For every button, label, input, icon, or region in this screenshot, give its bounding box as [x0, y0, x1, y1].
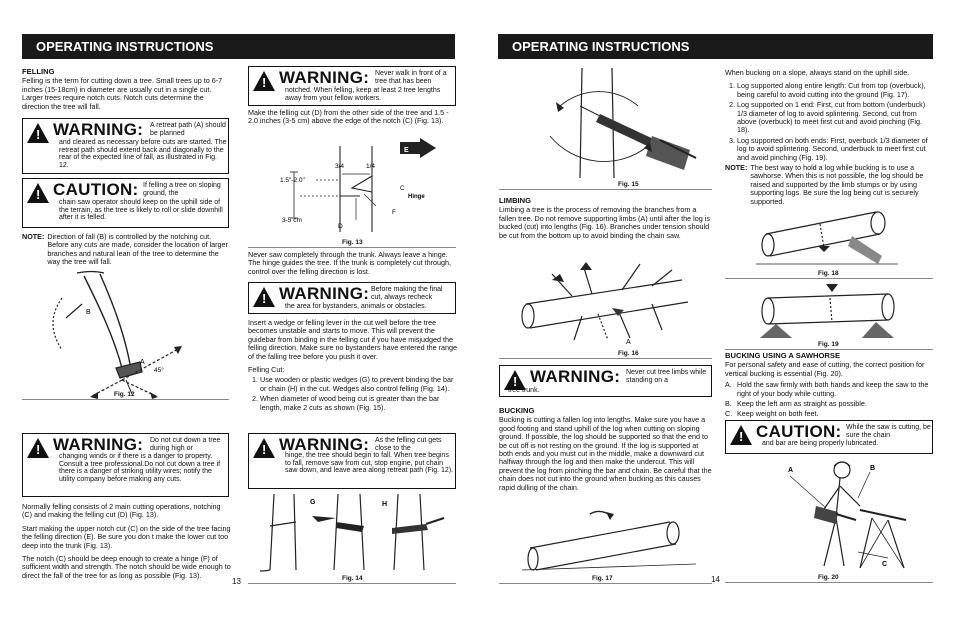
warning-box-notched [248, 66, 456, 106]
fig14-h: H [382, 501, 388, 508]
fig19-illustration [756, 284, 906, 340]
fig18-caption: Fig. 18 [818, 270, 839, 277]
note-label: NOTE: [725, 163, 748, 173]
felling-cut-text: Make the felling cut (D) from the other side of the tree and 1.5 - 2.0 inches (3-5 cm) above the edge of the notch (C) (Fig. 13). [248, 108, 449, 126]
limbing-title: LIMBING [499, 196, 532, 205]
sawhorse-item-text: Keep weight on both feet. [737, 409, 819, 419]
warning-rest: hinge, the tree should begin to fall. When tree begins to fall, remove saw from cut, stop engine, put chain saw down, and leave area along retreat path (Fig. 12). [285, 452, 454, 475]
felling-text: Felling is the term for cutting down a tree. Small trees up to 6-7 inches (15-18cm) in diameter are usually cut in a single cut. Larger trees require notch cuts. Notch cuts determine the direction the tree will fall. [22, 76, 223, 111]
caution-lead: While the saw is cutting, be sure the chain [846, 424, 931, 439]
warning-box-hinge [248, 433, 456, 489]
warning-rest: the area for bystanders, animals or obstacles. [285, 303, 427, 310]
bucking-text: Bucking is cutting a fallen log into lengths. Make sure you have a good footing and stand uphill of the log when cutting on sloping ground. If possible, the log should be supported so that the end to be cut off is not resting on the ground. If the log is supported at both ends and you must cut in the middle, make a downward cut halfway through the log and then make the undercut. This will prevent the log from pinching the bar and chain. Be careful that the chain does not cut into the ground when bucking as this causes rapid dulling of the chain. [499, 415, 712, 492]
sawhorse-title: BUCKING USING A SAWHORSE [725, 351, 841, 360]
warning-lead: A retreat path (A) should be planned [150, 122, 226, 137]
limbing-section [499, 197, 712, 245]
warning-word: WARNING: [279, 284, 370, 303]
fig15-divider [499, 189, 712, 190]
felling-paragraphs [22, 503, 232, 585]
page-number-left: 13 [232, 577, 241, 586]
note-direction [22, 233, 229, 267]
warning-word: WARNING: [279, 68, 370, 87]
sawhorse-item-key: C. [725, 409, 733, 419]
left-page-header: OPERATING INSTRUCTIONS [22, 34, 455, 59]
bucking-section [499, 407, 712, 497]
felling-title: FELLING [22, 67, 55, 76]
warning-box-limbs [499, 365, 712, 397]
felling-para-3: The notch (C) should be deep enough to create a hinge (F) of sufficient width and strength. The notch should be wide enough to direct the fall of the tree for as long as possible (Fig. 13). [22, 554, 231, 580]
hinge-text: Never saw completely through the trunk. Always leave a hinge. The hinge guides the tree. If the trunk is completely cut through, control over the felling direction is lost. [248, 250, 451, 276]
hinge-para [248, 251, 456, 281]
sawhorse-item [725, 400, 935, 408]
fig20-illustration [760, 458, 910, 572]
fig13-c: C [400, 185, 405, 192]
fig13-hinge: Hinge [408, 194, 425, 200]
warning-triangle-icon [253, 71, 275, 91]
felling-para-1: Normally felling consists of 2 main cutting operations, notching (C) and making the felling cut (D) (Fig. 13). [22, 502, 221, 520]
fig12-caption: Fig. 12 [114, 391, 135, 398]
wedge-section [248, 319, 458, 414]
fig12-illustration [22, 268, 230, 400]
caution-box-slope [22, 178, 229, 228]
fig16-caption: Fig. 16 [618, 350, 639, 357]
warning-lead: Never walk in front of a tree that has been [375, 70, 447, 85]
warning-lead: Do not cut down a tree during high or [150, 437, 221, 452]
fig17-caption: Fig. 17 [592, 575, 613, 582]
caution-rest: and bar are being properly lubricated. [762, 440, 879, 447]
fig13-caption: Fig. 13 [342, 239, 363, 246]
sawhorse-section [725, 352, 935, 419]
fig18-divider [725, 278, 933, 279]
warning-word: WARNING: [53, 120, 144, 139]
warning-box-recheck [248, 282, 456, 314]
fig16-a: A [626, 339, 631, 346]
caution-rest: chain saw operator should keep on the uphill side of the terrain, as the tree is likely to roll or slide downhill after it is felled. [59, 199, 223, 222]
caution-word: CAUTION: [756, 422, 842, 441]
warning-triangle-icon [253, 287, 275, 307]
caution-lead: If felling a tree on sloping ground, the [143, 182, 221, 197]
fig16-illustration [512, 254, 702, 346]
warning-word: WARNING: [530, 367, 621, 386]
warning-lead: As the felling cut gets close to the [375, 437, 442, 452]
caution-triangle-icon [730, 425, 752, 445]
fig13-dim1: 1.5"-2.0" [280, 177, 305, 184]
warning-word: WARNING: [279, 435, 370, 454]
fig13-e: E [404, 147, 409, 154]
fig14-divider [248, 583, 456, 584]
warning-rest: notched. When felling, keep at least 2 tree lengths away from your fellow workers. [285, 87, 441, 102]
felling-step: 1. Use wooden or plastic wedges (G) to prevent binding the bar or chain (H) in the cut. Wedges also control felling (Fig. 14). [260, 376, 458, 393]
caution-triangle-icon [27, 183, 49, 203]
fig13-frac2: 1/4 [366, 163, 376, 170]
warning-word: WARNING: [53, 435, 144, 454]
fig12-divider [22, 399, 229, 400]
fig15-illustration [520, 66, 700, 178]
warning-box-retreat [22, 118, 229, 174]
limbing-text: Limbing a tree is the process of removing the branches from a fallen tree. Do not remove supporting limbs (A) until after the log is bucked (cut) into lengths (Fig. 16). Branches under tension should be cut from the bottom up to avoid binding the chain saw. [499, 205, 710, 240]
fig19-caption: Fig. 19 [818, 341, 839, 348]
fig13-illustration [280, 136, 450, 236]
fig18-illustration [752, 206, 902, 270]
fig13-f: F [392, 209, 396, 216]
fig20-caption: Fig. 20 [818, 574, 839, 581]
sawhorse-item [725, 381, 935, 398]
fig17-divider [499, 583, 712, 584]
warning-triangle-icon [27, 438, 49, 458]
bucking-step: 2. Log supported on 1 end: First, cut from bottom (underbuck) 1/3 diameter of log to avoid splintering. Second, cut from above (overbuck) to meet first cut and avoid pinching (Fig. 18). [737, 101, 935, 135]
felling-step: 2. When diameter of wood being cut is greater than the bar length, make 2 cuts as shown (Fig. 15). [260, 395, 458, 412]
bucking-title: BUCKING [499, 406, 535, 415]
bucking-step: 1. Log supported along entire length: Cut from top (overbuck), being careful to avoid cutting into the ground (Fig. 17). [737, 82, 935, 99]
slope-section [725, 69, 935, 206]
fig17-illustration [520, 508, 700, 572]
fig12-label-a: A [140, 359, 145, 366]
fig20-a: A [788, 467, 794, 474]
felling-cut-steps [248, 376, 458, 412]
bucking-step: 3. Log supported on both ends: First, overbuck 1/3 diameter of log to avoid splintering. Second, underbuck to meet first cut and avoid pinching (Fig. 19). [737, 137, 935, 162]
wedge-text: Insert a wedge or felling lever in the cut well before the tree becomes unstable and starts to move. This will prevent the guidebar from binding in the felling cut if you have misjudged the felling direction. Make sure no bystanders have entered the range of the falling tree before you push it over. [248, 318, 457, 361]
fig15-caption: Fig. 15 [618, 181, 639, 188]
note-text: The best way to hold a log while bucking is to use a sawhorse. When this is not possible, the log should be raised and supported by the limb stumps or by using supporting logs. Be sure the log being cut is securely supported. [750, 163, 924, 206]
right-page-header: OPERATING INSTRUCTIONS [498, 34, 933, 59]
note-text: Direction of fall (B) is controlled by the notching cut. Before any cuts are made, consider the location of larger branches and natural lean of the tree to determine the way the tree will fall. [47, 232, 228, 267]
fig13-divider [248, 247, 456, 248]
warning-triangle-icon [253, 438, 275, 458]
fig20-divider [725, 582, 933, 583]
sawhorse-item-text: Hold the saw firmly with both hands and keep the saw to the right of your body while cutting. [737, 380, 929, 398]
felling-section [22, 68, 228, 116]
warning-box-wind [22, 433, 229, 497]
felling-cut-para [248, 109, 456, 131]
fig16-divider [499, 358, 712, 359]
fig14-illustration [260, 492, 450, 572]
note-sawhorse [725, 164, 935, 206]
sawhorse-item [725, 410, 935, 418]
warning-lead: Never cut tree limbs while standing on a [626, 369, 707, 384]
slope-text: When bucking on a slope, always stand on the uphill side. [725, 68, 910, 77]
page-number-right: 14 [711, 575, 720, 584]
warning-rest: and cleared as necessary before cuts are started. The retreat path should extend back and diagonally to the rear of the expected line of fall, as illustrated in Fig. 12. [59, 139, 227, 169]
caution-box-lubrication [725, 420, 933, 454]
fig14-g: G [310, 499, 316, 506]
fig12-label-b: B [86, 309, 91, 316]
warning-triangle-icon [27, 123, 49, 143]
warning-lead: Before making the final cut, always recheck [371, 286, 443, 301]
warning-rest: changing winds or if there is a danger to property. Consult a tree professional.Do not cut down a tree if there is a danger of striking utility wires; notify the utility company before making any cuts. [59, 453, 221, 483]
felling-para-2: Start making the upper notch cut (C) on the side of the tree facing the felling direction (E). Be sure you don t make the lower cut too deep into the trunk (Fig. 13). [22, 523, 231, 550]
fig13-frac1: 3/4 [335, 163, 345, 170]
fig20-b: B [870, 465, 876, 472]
fig12-angle: 45° [154, 367, 164, 374]
fig13-d: D [338, 223, 343, 230]
sawhorse-item-key: A. [725, 380, 732, 390]
note-label: NOTE: [22, 232, 45, 241]
warning-rest: tree trunk. [508, 387, 540, 394]
caution-word: CAUTION: [53, 180, 139, 199]
bucking-steps [725, 82, 935, 162]
sawhorse-item-key: B. [725, 399, 732, 409]
felling-cut-heading: Felling Cut: [248, 365, 285, 375]
fig14-caption: Fig. 14 [342, 575, 363, 582]
fig19-divider [725, 349, 933, 350]
fig20-c: C [882, 561, 888, 568]
fig13-dim2: 3-5 cm [282, 217, 302, 224]
sawhorse-text: For personal safety and ease of cutting, the correct position for vertical bucking is essential (Fig. 20). [725, 360, 925, 378]
sawhorse-item-text: Keep the left arm as straight as possible. [737, 399, 867, 409]
